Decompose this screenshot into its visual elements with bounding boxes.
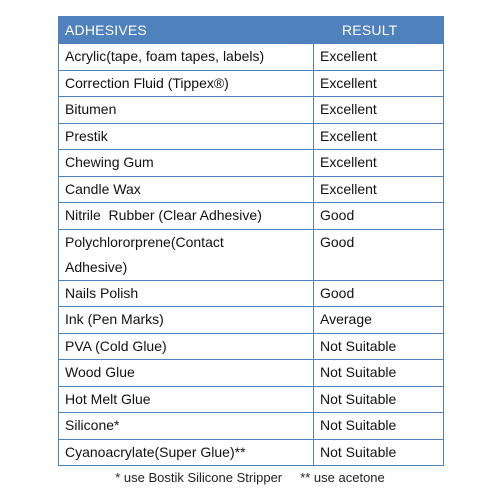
- table-row: [59, 203, 444, 230]
- adhesive-results-table: [58, 16, 444, 466]
- table-row: [59, 97, 444, 124]
- adhesive-cell: Cyanoacrylate(Super Glue)**: [59, 439, 314, 466]
- table-row: [59, 280, 444, 307]
- adhesive-cell: Ink (Pen Marks): [59, 307, 314, 334]
- result-cell: Not Suitable: [314, 386, 444, 413]
- table-header-row: [59, 17, 444, 44]
- result-column-header: RESULT: [314, 17, 444, 44]
- adhesive-cell: Wood Glue: [59, 360, 314, 387]
- table-row: [59, 439, 444, 466]
- adhesive-cell: Bitumen: [59, 97, 314, 124]
- result-cell: Not Suitable: [314, 360, 444, 387]
- table-row: [59, 360, 444, 387]
- result-cell: Good: [314, 280, 444, 307]
- result-cell: Excellent: [314, 44, 444, 71]
- silicone-footnote: * use Bostik Silicone Stripper: [115, 470, 283, 485]
- result-cell: Excellent: [314, 176, 444, 203]
- result-cell: Not Suitable: [314, 333, 444, 360]
- result-cell: Not Suitable: [314, 439, 444, 466]
- result-cell: Good: [314, 203, 444, 230]
- adhesive-cell: Correction Fluid (Tippex®): [59, 70, 314, 97]
- result-cell: Excellent: [314, 123, 444, 150]
- super-glue-footnote: ** use acetone: [300, 470, 385, 485]
- result-cell: Excellent: [314, 70, 444, 97]
- adhesive-cell: Nails Polish: [59, 280, 314, 307]
- adhesive-cell: Hot Melt Glue: [59, 386, 314, 413]
- table-row: [59, 150, 444, 177]
- table-row: [59, 176, 444, 203]
- table-row: [59, 44, 444, 71]
- adhesive-cell: PVA (Cold Glue): [59, 333, 314, 360]
- result-cell: Excellent: [314, 97, 444, 124]
- adhesive-cell: Silicone*: [59, 413, 314, 440]
- adhesive-cell: Polychlororprene(Contact Adhesive): [59, 229, 314, 280]
- result-cell: Average: [314, 307, 444, 334]
- result-cell: Good: [314, 229, 444, 280]
- table-row: [59, 123, 444, 150]
- adhesive-cell: Chewing Gum: [59, 150, 314, 177]
- adhesive-cell: Acrylic(tape, foam tapes, labels): [59, 44, 314, 71]
- table-row: [59, 70, 444, 97]
- table-row: [59, 386, 444, 413]
- result-cell: Not Suitable: [314, 413, 444, 440]
- table-row: [59, 413, 444, 440]
- adhesives-column-header: ADHESIVES: [59, 17, 314, 44]
- table-row: [59, 229, 444, 280]
- adhesive-cell: Candle Wax: [59, 176, 314, 203]
- result-cell: Excellent: [314, 150, 444, 177]
- table-row: [59, 333, 444, 360]
- table-row: [59, 307, 444, 334]
- adhesive-cell: Nitrile Rubber (Clear Adhesive): [59, 203, 314, 230]
- adhesive-cell: Prestik: [59, 123, 314, 150]
- table-footnote: [0, 470, 500, 485]
